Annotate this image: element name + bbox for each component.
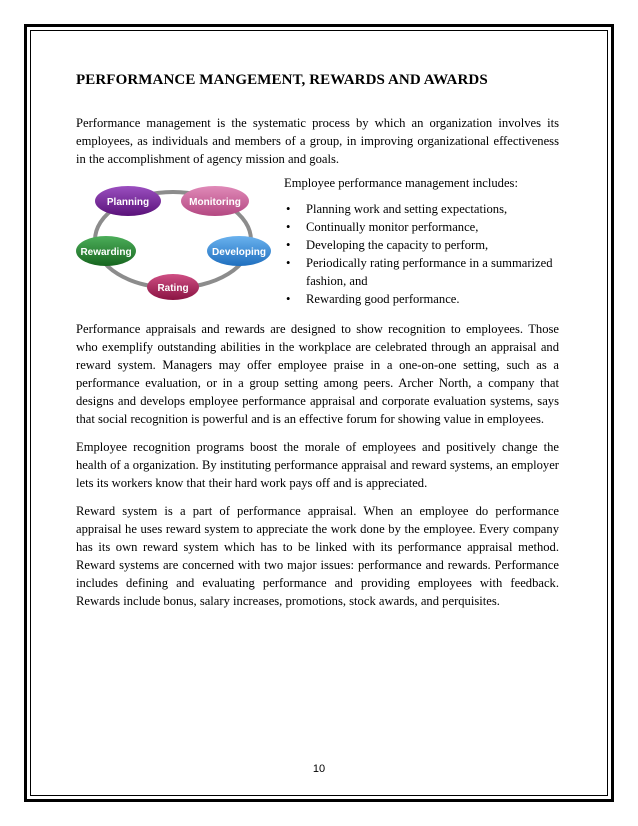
management-list [284,200,559,308]
paragraph-appraisals: Performance appraisals and rewards are designed to show recognition to employees. Those who exemplify outstanding abilities in the workplace are celebrated through an appraisal and reward system. Managers may offer employee praise in a one-on-one setting, such as a performance evaluation, or in a group setting among peers. Archer North, a company that designs and develops employee performance appraisal and corporate evaluation systems, says that social recognition is powerful and is an effective forum for showing value in employees. [76,322,559,426]
node-label-developing: Developing [212,247,266,258]
node-label-planning: Planning [106,197,150,208]
list-item: • Rewarding good performance. [306,290,559,308]
cycle-svg [76,178,271,300]
page-number: 10 [312,763,326,775]
list-intro: Employee performance management includes: [284,176,518,190]
diagram-and-list [76,178,559,308]
performance-cycle-diagram [76,178,271,300]
node-label-rating: Rating [157,283,189,294]
node-planning [95,186,161,216]
node-label-rewarding: Rewarding [80,247,132,258]
node-monitoring [181,186,249,216]
document-body [76,72,559,620]
intro-paragraph: Performance management is the systematic process by which an organization involves its employees, as individuals and members of a group, in improving organizational effectiveness in the accomplishment of agency mission and goals. [76,116,559,166]
list-item: • Continually monitor performance, [306,218,559,236]
document-title: PERFORMANCE MANGEMENT, REWARDS AND AWARDS [76,72,488,88]
paragraph-reward-system: Reward system is a part of performance appraisal. When an employee do performance appraisal he uses reward system to appreciate the work done by the employee. Every company has its own reward system which has to be linked with its performance appraisal method. Reward systems are concerned with two major issues: performance and rewards. Performance includes defining and evaluating performance and providing employees with feedback. Rewards include bonus, salary increases, promotions, stock awards, and perquisites. [76,504,559,608]
node-rewarding [76,236,136,266]
node-rating [147,274,199,300]
list-item: • Planning work and setting expectations, [306,200,559,218]
node-developing [207,236,271,266]
list-item: • Periodically rating performance in a summarized fashion, and [306,254,559,290]
node-label-monitoring: Monitoring [189,197,241,208]
paragraph-recognition: Employee recognition programs boost the morale of employees and positively change the health of a organization. By instituting performance appraisal and reward systems, an employer lets its workers know that their hard work pays off and is appreciated. [76,440,559,490]
list-item: • Developing the capacity to perform, [306,236,559,254]
management-list-column [284,178,559,308]
